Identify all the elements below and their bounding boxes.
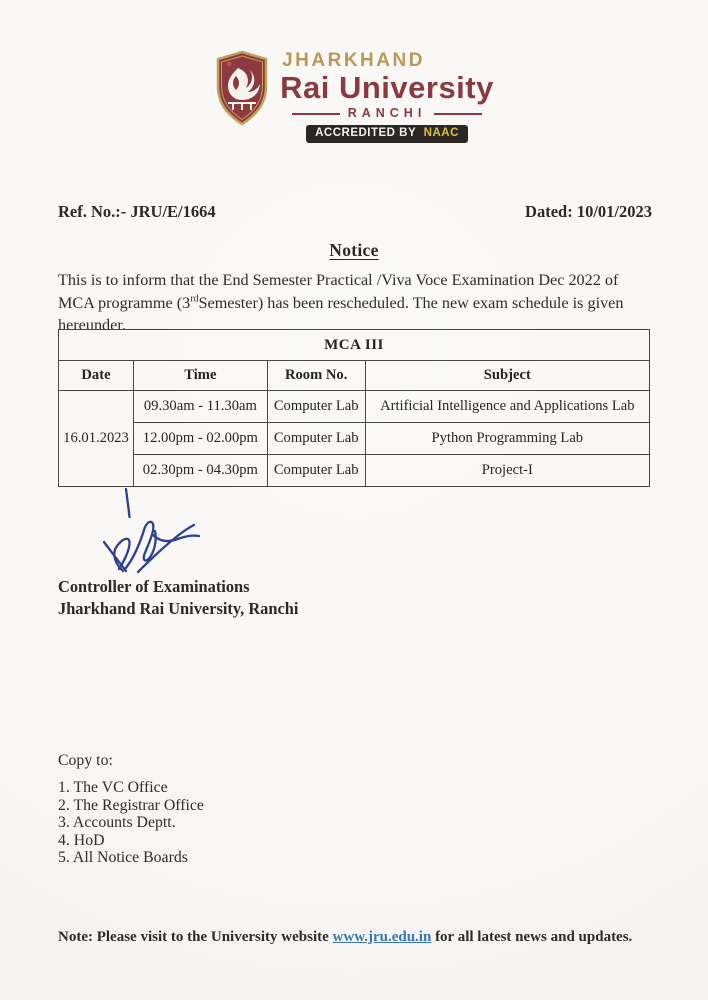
logo-state-name: JHARKHAND xyxy=(282,50,425,71)
room-cell: Computer Lab xyxy=(267,391,365,423)
copy-to-section xyxy=(58,752,204,867)
exam-schedule-table xyxy=(58,329,650,487)
room-cell: Computer Lab xyxy=(267,423,365,455)
document-date: Dated: 10/01/2023 xyxy=(525,202,652,221)
footer-note xyxy=(58,929,668,946)
logo-city-name: RANCHI xyxy=(347,106,427,120)
subject-cell: Python Programming Lab xyxy=(365,423,649,455)
naac-label: NAAC xyxy=(423,127,459,139)
copy-to-item: 3. Accounts Deptt. xyxy=(58,814,176,832)
signer-block xyxy=(58,576,298,620)
table-row xyxy=(59,423,650,455)
column-header-time: Time xyxy=(133,361,267,391)
copy-to-item: 4. HoD xyxy=(58,831,105,849)
university-logo xyxy=(0,50,708,143)
exam-date-cell: 16.01.2023 xyxy=(59,391,134,487)
room-cell: Computer Lab xyxy=(267,455,365,487)
university-shield-icon xyxy=(214,50,270,131)
column-header-date: Date xyxy=(59,361,134,391)
reference-number: Ref. No.:- JRU/E/1664 xyxy=(58,202,216,221)
signer-title: Controller of Examinations xyxy=(58,577,250,596)
copy-to-item: 1. The VC Office xyxy=(58,779,168,796)
university-website-link[interactable]: www.jru.edu.in xyxy=(332,929,432,945)
time-cell: 09.30am - 11.30am xyxy=(133,391,267,423)
note-text-suffix: for all latest news and updates. xyxy=(431,929,633,945)
subject-cell: Artificial Intelligence and Applications Lab xyxy=(365,391,649,423)
body-text-part2: Semester) has been rescheduled. The new exam schedule is given hereunder. xyxy=(58,293,624,335)
dash-divider-left xyxy=(292,113,340,115)
logo-university-name: Rai University xyxy=(280,70,494,105)
university-logo-text xyxy=(280,50,494,143)
naac-accreditation-badge xyxy=(306,125,468,143)
copy-to-heading: Copy to: xyxy=(58,752,113,769)
copy-to-item: 2. The Registrar Office xyxy=(58,796,204,814)
column-header-room: Room No. xyxy=(267,361,365,391)
table-header-row xyxy=(59,361,650,391)
accreditation-prefix-label: ACCREDITED BY xyxy=(315,127,416,139)
table-row xyxy=(59,391,650,423)
subject-cell: Project-I xyxy=(365,455,649,487)
note-text-prefix: Note: Please visit to the University website xyxy=(58,929,333,945)
table-title-row xyxy=(59,330,650,361)
ordinal-superscript: rd xyxy=(190,293,199,305)
body-text-part1: This is to inform that the End Semester Practical /Viva Voce Examination Dec 2022 of MCA programme (3 xyxy=(58,271,619,312)
logo-city-row xyxy=(292,107,483,120)
table-title: MCA III xyxy=(59,330,650,361)
copy-to-item: 5. All Notice Boards xyxy=(58,849,188,867)
time-cell: 12.00pm - 02.00pm xyxy=(133,423,267,455)
page-title: Notice xyxy=(329,240,379,260)
signature xyxy=(96,486,214,585)
dash-divider-right xyxy=(434,113,482,115)
reference-row xyxy=(58,202,652,222)
time-cell: 02.30pm - 04.30pm xyxy=(133,455,267,487)
signer-institution: Jharkhand Rai University, Ranchi xyxy=(58,599,299,619)
notice-body-paragraph xyxy=(58,269,658,337)
table-row xyxy=(59,455,650,487)
column-header-subject: Subject xyxy=(365,361,649,391)
